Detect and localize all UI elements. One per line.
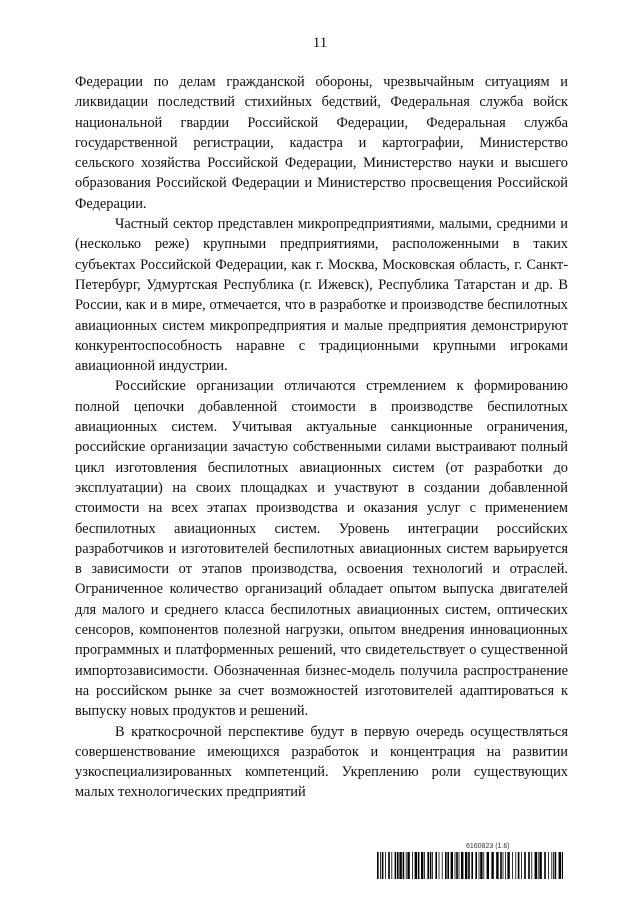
barcode-bar — [479, 852, 480, 879]
barcode-bar — [505, 852, 506, 879]
barcode-bar — [424, 852, 425, 879]
barcode-bar — [515, 852, 516, 879]
barcode-bar — [407, 852, 409, 879]
barcode-bar — [380, 852, 381, 879]
barcode-bar — [528, 852, 530, 879]
paragraph-4: В краткосрочной перспективе будут в первую очередь осуществляться совершенствование имеющихся разработок и концентрация на развитии узкоспециализированных компетенций. Укреплению роли существующих малых технологических предприятий — [75, 723, 568, 801]
barcode-bar — [377, 852, 379, 879]
barcode-bar — [562, 852, 563, 879]
barcode-bar — [468, 852, 470, 879]
barcode-bar — [399, 852, 401, 879]
barcode-bar — [456, 852, 458, 879]
barcode-bar — [500, 852, 502, 879]
barcode-bar — [548, 852, 549, 879]
barcode-bar — [421, 852, 423, 879]
barcode-bar — [445, 852, 447, 879]
body-text — [75, 72, 568, 803]
barcode-bar — [465, 852, 467, 879]
barcode-bar — [518, 852, 520, 879]
barcode-bar — [538, 852, 539, 879]
barcode-bar — [388, 852, 390, 879]
barcode-bar — [406, 852, 407, 879]
barcode-bar — [385, 852, 386, 879]
barcode-bar — [483, 852, 484, 879]
barcode-bar — [553, 852, 554, 879]
paragraph-2: Частный сектор представлен микропредприятиями, малыми, средними и (несколько реже) крупными предприятиями, расположенными в таких субъектах Российской Федерации, как г. Москва, Московская область, г. Санкт-Петербург, Удмуртская Республика (г. Ижевск), Республика Татарстан и др. В России, как и в мире, отмечается, что в разработке и производстве беспилотных авиационных систем микропредприятия и малые предприятия демонстрируют конкурентоспособность наравне с традиционными крупными игроками авиационной индустрии. — [75, 216, 568, 375]
barcode-bar — [491, 852, 493, 879]
document-code: 6160823 (1.6) — [466, 843, 510, 850]
barcode-bar — [521, 852, 522, 879]
barcode-bar — [461, 852, 463, 879]
barcode-bar — [512, 852, 513, 879]
barcode-bar — [403, 852, 405, 879]
barcode-bar — [451, 852, 453, 879]
barcode-bar — [507, 852, 509, 879]
barcode-bar — [442, 852, 443, 879]
barcode-bar — [475, 852, 477, 879]
barcode-bar — [559, 852, 561, 879]
barcode-bar — [435, 852, 437, 879]
barcode-bar — [531, 852, 532, 879]
barcode-bar — [487, 852, 489, 879]
barcode-bar — [524, 852, 526, 879]
barcode-bar — [480, 852, 482, 879]
barcode-bar — [412, 852, 413, 879]
barcode-bar — [459, 852, 460, 879]
barcode-bar — [397, 852, 399, 879]
barcode-bar — [535, 852, 537, 879]
barcode-bar — [455, 852, 456, 879]
barcode-bar — [382, 852, 384, 879]
paragraph-3: Российские организации отличаются стремлением к формированию полной цепочки добавленной стоимости в производстве беспилотных авиационных систем. Учитывая актуальные санкционные ограничения, российские организации зачастую собственными силами выстраивают полный цикл изготовления беспилотных авиационных систем (от разработки до эксплуатации) на своих площадках и участвуют в создании добавленной стоимости на всех этапах производства и оказания услуг с применением беспилотных авиационных систем. Уровень интеграции российских разработчиков и изготовителей беспилотных авиационных систем варьируется в зависимости от этапов производства, освоения технологий и отраслей. Ограниченное количество организаций обладает опытом выпуска двигателей для малого и среднего класса беспилотных авиационных систем, оптических сенсоров, компонентов полезной нагрузки, опытом внедрения инновационных программных и платформенных решений, что свидетельствует о существенной импортозависимости. Обозначенная бизнес-модель получила распространение на российском рынке за счет возможностей изготовителей адаптироваться к выпуску новых продуктов и решений. — [75, 378, 568, 720]
barcode-bar — [427, 852, 429, 879]
barcode-bar — [415, 852, 417, 879]
barcode-bar — [503, 852, 504, 879]
barcode-bar — [551, 852, 552, 879]
barcode-bar — [544, 852, 546, 879]
barcode-bar — [471, 852, 473, 879]
barcode-bar — [496, 852, 498, 879]
barcode-bar — [430, 852, 432, 879]
paragraph-1: Федерации по делам гражданской обороны, чрезвычайным ситуациям и ликвидации последствий стихийных бедствий, Федеральная служба войск национальной гвардии Российской Федерации, Федеральная служба государственной регистрации, кадастра и картографии, Министерство сельского хозяйства Российской Федерации, Министерство науки и высшего образования Российской Федерации и Министерство просвещения Российской Федерации. — [75, 74, 568, 212]
barcode-bar — [447, 852, 449, 879]
barcode-bar — [418, 852, 420, 879]
barcode — [377, 852, 563, 879]
barcode-bar — [439, 852, 440, 879]
barcode-bar — [539, 852, 541, 879]
page-number: 11 — [312, 35, 328, 51]
barcode-bar — [391, 852, 392, 879]
barcode-bar — [395, 852, 397, 879]
barcode-bar — [555, 852, 557, 879]
barcode-bar — [432, 852, 433, 879]
